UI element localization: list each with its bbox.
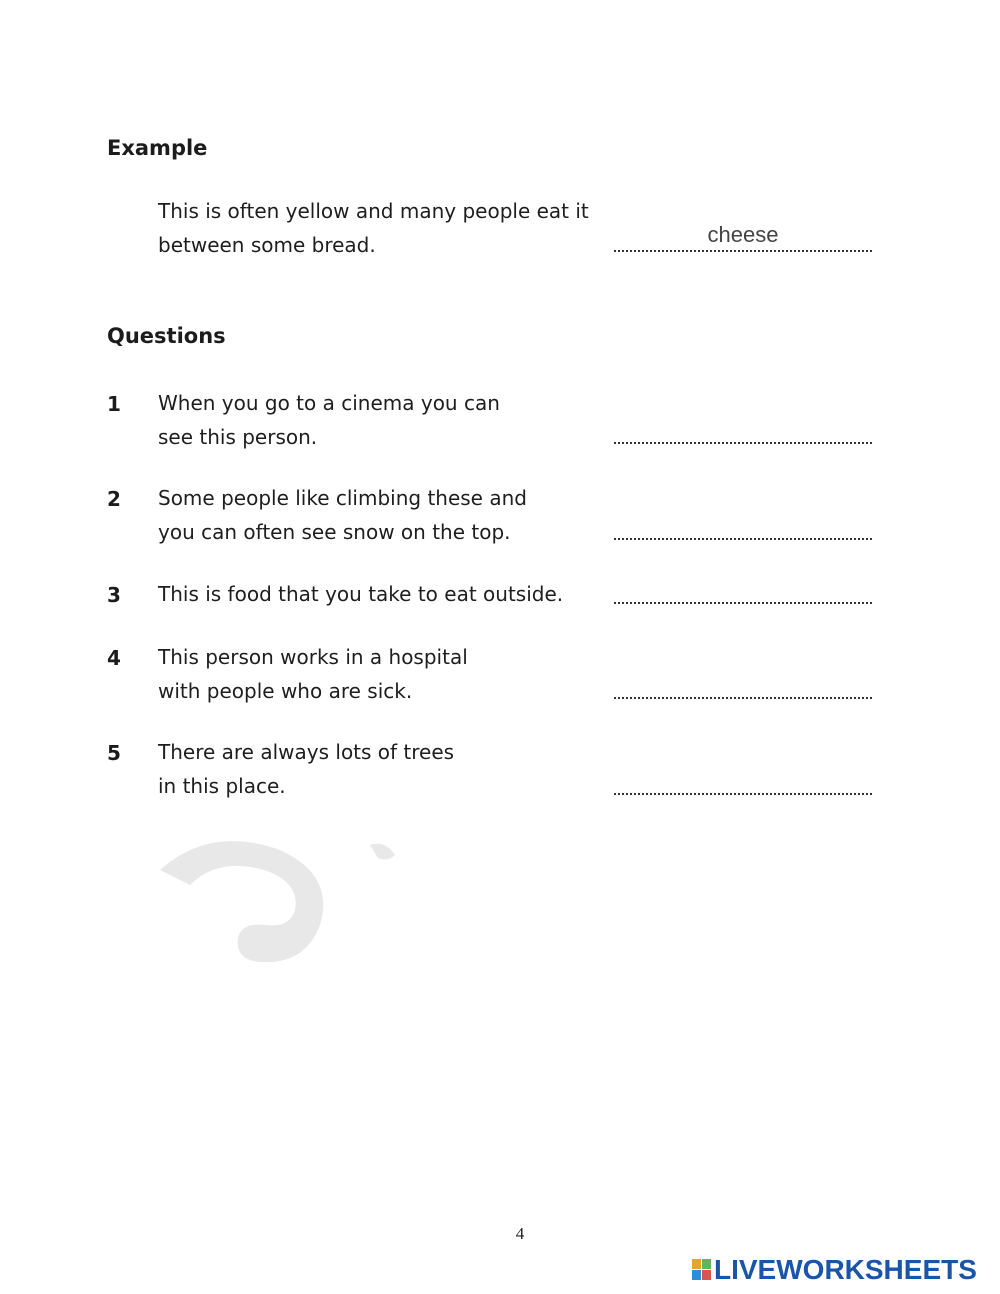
answer-input-2[interactable] xyxy=(614,508,872,538)
example-line-1: This is often yellow and many people eat it xyxy=(158,199,589,223)
question-number-5: 5 xyxy=(107,741,121,765)
question-text-2 xyxy=(158,481,527,549)
answer-input-1[interactable] xyxy=(614,412,872,442)
question-text-1 xyxy=(158,386,500,454)
question-3-line-1: This is food that you take to eat outside. xyxy=(158,582,564,606)
questions-heading: Questions xyxy=(107,324,226,348)
question-1-line-2: see this person. xyxy=(158,425,318,449)
question-number-4: 4 xyxy=(107,646,121,670)
question-5-line-1: There are always lots of trees xyxy=(158,740,455,764)
logo-text: LIVEWORKSHEETS xyxy=(714,1254,977,1285)
question-text-3 xyxy=(158,577,563,611)
page-number: 4 xyxy=(515,1224,525,1243)
question-4-line-2: with people who are sick. xyxy=(158,679,413,703)
answer-line-4 xyxy=(614,695,872,699)
question-5-line-2: in this place. xyxy=(158,774,286,798)
question-1-line-1: When you go to a cinema you can xyxy=(158,391,500,415)
answer-input-5[interactable] xyxy=(614,763,872,793)
answer-line-5 xyxy=(614,791,872,795)
question-number-2: 2 xyxy=(107,487,121,511)
answer-input-3[interactable] xyxy=(614,572,872,602)
question-number-1: 1 xyxy=(107,392,121,416)
question-4-line-1: This person works in a hospital xyxy=(158,645,468,669)
example-answer: cheese xyxy=(707,222,779,247)
question-2-line-2: you can often see snow on the top. xyxy=(158,520,511,544)
example-text xyxy=(158,194,589,262)
liveworksheets-logo[interactable] xyxy=(692,1255,977,1285)
answer-line-2 xyxy=(614,536,872,540)
liveworksheets-blocks-icon xyxy=(692,1259,712,1281)
answer-line-3 xyxy=(614,600,872,604)
watermark-shape xyxy=(150,830,410,980)
question-text-4 xyxy=(158,640,468,708)
example-line-2: between some bread. xyxy=(158,233,376,257)
example-heading: Example xyxy=(107,136,208,160)
answer-line-1 xyxy=(614,440,872,444)
question-2-line-1: Some people like climbing these and xyxy=(158,486,527,510)
question-number-3: 3 xyxy=(107,583,121,607)
question-text-5 xyxy=(158,735,454,803)
example-answer-line xyxy=(614,248,872,252)
answer-input-4[interactable] xyxy=(614,667,872,697)
